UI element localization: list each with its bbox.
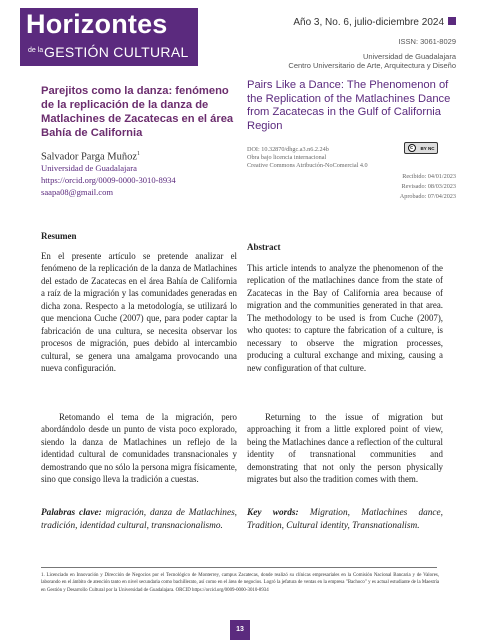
abstract-heading: Abstract	[247, 242, 281, 252]
doi-license-block	[247, 146, 368, 170]
revised-date: Revisado: 08/03/2023	[401, 183, 456, 190]
doi-link[interactable]: DOI: 10.32870/dhgc.a3.n6.2.24b	[247, 146, 329, 153]
page-number: 13	[230, 620, 250, 640]
abstract-paragraph-1: This article intends to analyze the phenomenon of the replication of the matlachines dance from the state of Zacatecas in the Bay of California area because of migration and the communities generated in that area. The methodology to be used is from Cuche (2007), who quotes: to capture the fabrication of a culture, is necessary to observe the migration processes, producing a cultural exchange and mixing, causing a new configuration of that culture.	[247, 263, 443, 373]
cc-circle-icon: c	[408, 144, 416, 152]
logo-title: Horizontes	[26, 9, 168, 39]
footnote-divider	[41, 567, 437, 568]
author-name-text: Salvador Parga Muñoz	[41, 151, 138, 163]
logo-subtitle: GESTIÓN CULTURAL	[44, 44, 189, 60]
author-affiliation: Universidad de Guadalajara	[41, 163, 137, 173]
abstract-paragraph-2: Returning to the issue of migration but approaching it from a little explored point of view, being the Matlachines dance a reflection of the cultural identity of transnational communities and demonstrating that not only the person physically migrates but also the tradition comes with them.	[247, 412, 443, 485]
resumen-keywords-label: Palabras clave:	[41, 508, 102, 518]
title-english: Pairs Like a Dance: The Phenomenon of the Replication of the Matlachines Dance from Zacatecas in the Gulf of California Region	[247, 79, 451, 132]
institution-center: Centro Universitario de Arte, Arquitectura y Diseño	[288, 61, 456, 70]
approved-date: Aprobado: 07/04/2023	[399, 193, 456, 200]
resumen-keywords-text: migración, danza de Matlachines, tradición, identidad cultural, transnacionalismo.	[41, 508, 238, 531]
resumen-keywords	[41, 507, 237, 532]
resumen-paragraph-2: Retomando el tema de la migración, pero abordándolo desde un punto de vista poco explorado, siendo la danza de Matlachines un reflejo de la identidad cultural de comunidades transnacionales y demostrando que no sólo la persona migra físicamente, sino que consigo lleva la tradición a cuestas.	[41, 412, 237, 485]
logo-de: de la	[28, 47, 44, 54]
footnote: 1. Licenciado en Innovación y Dirección de Negocios por el Tecnológico de Monterrey, campus Zacatecas, donde realizó su clínicas empresariales en la Comisión Nacional Bancaria y de Valores, laborando en el ámbito de atención tanto en nivel secundaria como bachillerato, así como en el área de negocios. Logró la jefatura de ventas en la empresa "Bachoco" y es actual estudiante de la Maestría en Gestión y Desarrollo Cultural por la Universidad de Guadalajara. ORCID https://orcid.org/0009-0000-3010-8934	[41, 573, 439, 593]
received-date: Recibido: 04/01/2023	[402, 173, 456, 180]
author-orcid-link[interactable]: https://orcid.org/0009-0000-3010-8934	[41, 175, 176, 185]
creative-commons-icon[interactable]	[404, 142, 438, 154]
issue-label: Año 3, No. 6, julio-diciembre 2024	[293, 17, 444, 28]
journal-logo	[20, 8, 198, 66]
issue-info	[293, 17, 456, 28]
resumen-paragraph-1: En el presente artículo se pretende analizar el fenómeno de la replicación de la danza de Matlachines del estado de Zacatecas en el área Bahía de California a raíz de la migración y las comunidades generadas en dicha zona. Respecto a la metodología, se utilizará lo que menciona Cuche (2007) que, para poder captar la fabricación de una cultura, se necesita observar los procesos de migración, pues debido al intercambio cultural, se genera una amalgama provocando una nueva configuración.	[41, 251, 237, 374]
author-footnote-mark: 1	[137, 151, 141, 157]
article-dates	[400, 172, 456, 202]
author-email-link[interactable]: saapa08@gmail.com	[41, 187, 114, 197]
title-spanish: Parejitos como la danza: fenómeno de la replicación de la danza de Matlachines de Zacatecas en el área Bahía de California	[41, 85, 234, 139]
resumen-heading: Resumen	[41, 231, 77, 241]
cc-badge-label: BY NC	[420, 145, 435, 151]
abstract-keywords-text: Migration, Matlachines dance, Tradition, Cultural identity, Transnationalism.	[247, 508, 444, 531]
license-line-1: Obra bajo licencia internacional	[247, 154, 327, 161]
issn: ISSN: 3061-8029	[398, 37, 456, 46]
abstract-keywords	[247, 507, 443, 532]
abstract-keywords-label: Key words:	[247, 508, 299, 518]
square-icon	[448, 17, 456, 25]
institution-university: Universidad de Guadalajara	[363, 52, 456, 61]
license-line-2: Creative Commons Atribución-NoComercial 4.0	[247, 162, 368, 169]
